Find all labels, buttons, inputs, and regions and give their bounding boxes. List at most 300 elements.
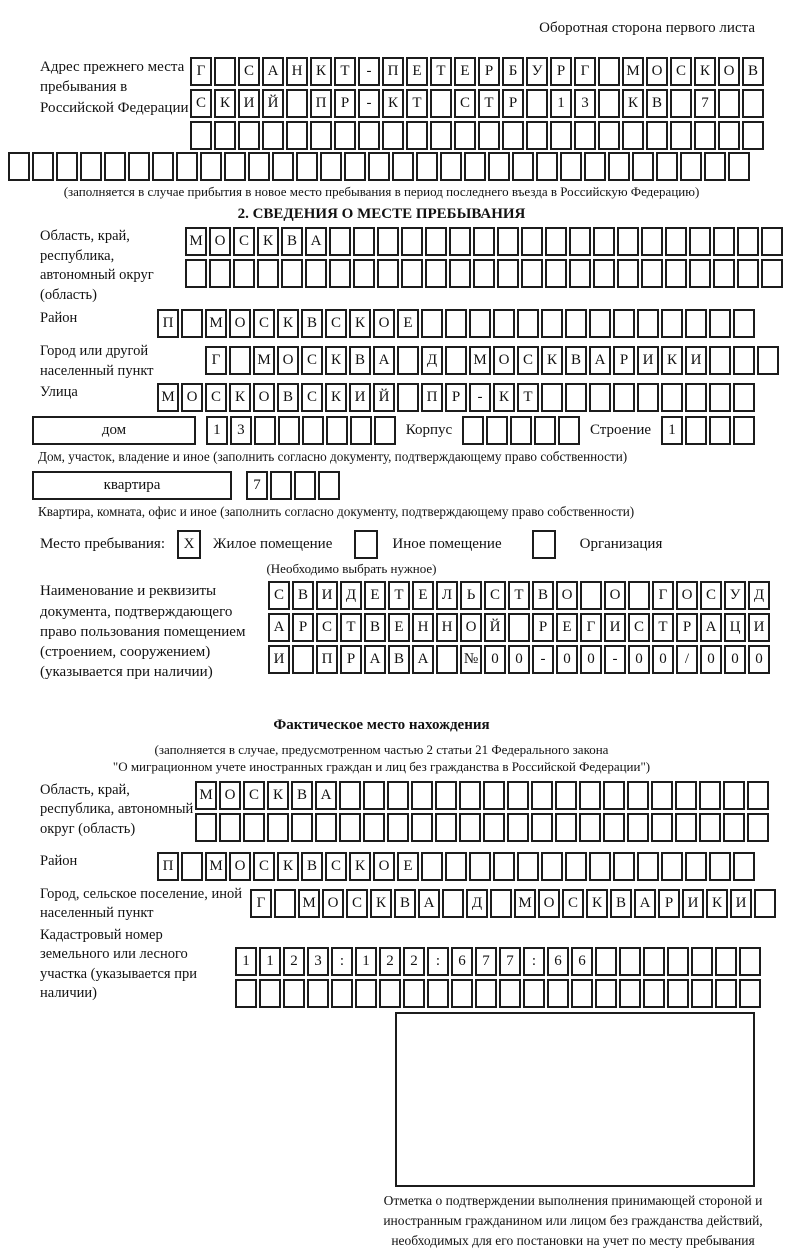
- form-cell[interactable]: 0: [580, 645, 602, 674]
- form-cell[interactable]: 3: [574, 89, 596, 118]
- form-cell[interactable]: :: [523, 947, 545, 976]
- form-cell[interactable]: [449, 259, 471, 288]
- form-cell[interactable]: В: [532, 581, 554, 610]
- form-cell[interactable]: 3: [230, 416, 252, 445]
- form-cell[interactable]: [214, 121, 236, 150]
- form-cell[interactable]: [709, 346, 731, 375]
- form-cell[interactable]: [545, 259, 567, 288]
- form-cell[interactable]: М: [205, 852, 227, 881]
- form-cell[interactable]: [272, 152, 294, 181]
- form-cell[interactable]: Е: [412, 581, 434, 610]
- form-cell[interactable]: 3: [307, 947, 329, 976]
- form-cell[interactable]: [508, 613, 530, 642]
- form-cell[interactable]: :: [427, 947, 449, 976]
- form-cell[interactable]: [219, 813, 241, 842]
- form-cell[interactable]: П: [157, 309, 179, 338]
- form-cell[interactable]: [718, 121, 740, 150]
- form-cell[interactable]: [595, 947, 617, 976]
- form-cell[interactable]: [704, 152, 726, 181]
- form-cell[interactable]: К: [706, 889, 728, 918]
- form-cell[interactable]: /: [676, 645, 698, 674]
- form-cell[interactable]: С: [517, 346, 539, 375]
- form-cell[interactable]: [152, 152, 174, 181]
- form-cell[interactable]: М: [514, 889, 536, 918]
- form-cell[interactable]: 1: [550, 89, 572, 118]
- form-cell[interactable]: [486, 416, 508, 445]
- form-cell[interactable]: [699, 781, 721, 810]
- form-cell[interactable]: Т: [334, 57, 356, 86]
- form-cell[interactable]: Р: [532, 613, 554, 642]
- form-cell[interactable]: Р: [478, 57, 500, 86]
- form-cell[interactable]: [270, 471, 292, 500]
- form-cell[interactable]: Г: [205, 346, 227, 375]
- form-cell[interactable]: [558, 416, 580, 445]
- form-cell[interactable]: [747, 813, 769, 842]
- form-cell[interactable]: [278, 416, 300, 445]
- form-cell[interactable]: [661, 852, 683, 881]
- form-cell[interactable]: О: [219, 781, 241, 810]
- form-cell[interactable]: 6: [571, 947, 593, 976]
- form-cell[interactable]: [214, 57, 236, 86]
- form-cell[interactable]: К: [267, 781, 289, 810]
- form-cell[interactable]: [613, 852, 635, 881]
- form-cell[interactable]: Т: [388, 581, 410, 610]
- form-cell[interactable]: И: [748, 613, 770, 642]
- form-cell[interactable]: О: [373, 309, 395, 338]
- form-cell[interactable]: [541, 852, 563, 881]
- form-cell[interactable]: [761, 227, 783, 256]
- form-cell[interactable]: Р: [334, 89, 356, 118]
- form-cell[interactable]: [584, 152, 606, 181]
- form-cell[interactable]: 0: [748, 645, 770, 674]
- form-cell[interactable]: [656, 152, 678, 181]
- form-cell[interactable]: [733, 416, 755, 445]
- form-cell[interactable]: К: [310, 57, 332, 86]
- form-cell[interactable]: [643, 979, 665, 1008]
- form-cell[interactable]: В: [364, 613, 386, 642]
- form-cell[interactable]: [421, 309, 443, 338]
- form-cell[interactable]: 1: [661, 416, 683, 445]
- form-cell[interactable]: [521, 259, 543, 288]
- form-cell[interactable]: [243, 813, 265, 842]
- form-cell[interactable]: [421, 852, 443, 881]
- form-cell[interactable]: [286, 121, 308, 150]
- form-cell[interactable]: М: [622, 57, 644, 86]
- form-cell[interactable]: [499, 979, 521, 1008]
- form-cell[interactable]: [475, 979, 497, 1008]
- form-cell[interactable]: [190, 121, 212, 150]
- form-cell[interactable]: И: [637, 346, 659, 375]
- form-cell[interactable]: [353, 227, 375, 256]
- form-cell[interactable]: С: [484, 581, 506, 610]
- form-cell[interactable]: [440, 152, 462, 181]
- form-cell[interactable]: С: [243, 781, 265, 810]
- form-cell[interactable]: [723, 781, 745, 810]
- form-cell[interactable]: В: [394, 889, 416, 918]
- form-cell[interactable]: [619, 947, 641, 976]
- form-cell[interactable]: [670, 121, 692, 150]
- form-cell[interactable]: М: [253, 346, 275, 375]
- form-cell[interactable]: [262, 121, 284, 150]
- form-cell[interactable]: [353, 259, 375, 288]
- form-cell[interactable]: 0: [508, 645, 530, 674]
- form-cell[interactable]: Е: [406, 57, 428, 86]
- form-cell[interactable]: [723, 813, 745, 842]
- form-cell[interactable]: [667, 947, 689, 976]
- form-cell[interactable]: Р: [676, 613, 698, 642]
- form-cell[interactable]: К: [257, 227, 279, 256]
- form-cell[interactable]: [445, 309, 467, 338]
- form-cell[interactable]: [521, 227, 543, 256]
- form-cell[interactable]: [392, 152, 414, 181]
- form-cell[interactable]: [523, 979, 545, 1008]
- form-cell[interactable]: [382, 121, 404, 150]
- form-cell[interactable]: В: [610, 889, 632, 918]
- form-cell[interactable]: К: [349, 309, 371, 338]
- form-cell[interactable]: [445, 852, 467, 881]
- form-cell[interactable]: [292, 645, 314, 674]
- form-cell[interactable]: [462, 416, 484, 445]
- form-cell[interactable]: [403, 979, 425, 1008]
- form-cell[interactable]: [517, 852, 539, 881]
- form-cell[interactable]: -: [469, 383, 491, 412]
- form-cell[interactable]: [637, 852, 659, 881]
- form-cell[interactable]: [128, 152, 150, 181]
- form-cell[interactable]: [680, 152, 702, 181]
- form-cell[interactable]: [675, 813, 697, 842]
- form-cell[interactable]: Т: [430, 57, 452, 86]
- form-cell[interactable]: В: [281, 227, 303, 256]
- form-cell[interactable]: О: [493, 346, 515, 375]
- form-cell[interactable]: [200, 152, 222, 181]
- form-cell[interactable]: [536, 152, 558, 181]
- form-cell[interactable]: [641, 259, 663, 288]
- form-cell[interactable]: Й: [484, 613, 506, 642]
- form-cell[interactable]: [224, 152, 246, 181]
- form-cell[interactable]: [603, 781, 625, 810]
- form-cell[interactable]: С: [316, 613, 338, 642]
- form-cell[interactable]: [181, 309, 203, 338]
- form-cell[interactable]: 6: [547, 947, 569, 976]
- form-cell[interactable]: 1: [206, 416, 228, 445]
- form-cell[interactable]: [363, 781, 385, 810]
- form-cell[interactable]: [713, 227, 735, 256]
- form-cell[interactable]: [699, 813, 721, 842]
- form-cell[interactable]: Р: [550, 57, 572, 86]
- form-cell[interactable]: А: [262, 57, 284, 86]
- form-cell[interactable]: [32, 152, 54, 181]
- form-cell[interactable]: [589, 309, 611, 338]
- form-cell[interactable]: [294, 471, 316, 500]
- form-cell[interactable]: Е: [388, 613, 410, 642]
- form-cell[interactable]: [339, 781, 361, 810]
- form-cell[interactable]: К: [586, 889, 608, 918]
- form-cell[interactable]: С: [301, 383, 323, 412]
- form-cell[interactable]: И: [316, 581, 338, 610]
- form-cell[interactable]: К: [493, 383, 515, 412]
- form-cell[interactable]: 0: [652, 645, 674, 674]
- form-cell[interactable]: [344, 152, 366, 181]
- form-cell[interactable]: [651, 781, 673, 810]
- form-cell[interactable]: [747, 781, 769, 810]
- form-cell[interactable]: Ц: [724, 613, 746, 642]
- form-cell[interactable]: [665, 227, 687, 256]
- form-cell[interactable]: [334, 121, 356, 150]
- form-cell[interactable]: К: [277, 852, 299, 881]
- form-cell[interactable]: [411, 781, 433, 810]
- form-cell[interactable]: [550, 121, 572, 150]
- form-cell[interactable]: 2: [379, 947, 401, 976]
- form-cell[interactable]: [331, 979, 353, 1008]
- form-cell[interactable]: -: [532, 645, 554, 674]
- checkbox-other-premises[interactable]: [354, 530, 378, 559]
- form-cell[interactable]: [302, 416, 324, 445]
- form-cell[interactable]: [685, 383, 707, 412]
- form-cell[interactable]: [185, 259, 207, 288]
- form-cell[interactable]: [667, 979, 689, 1008]
- form-cell[interactable]: О: [229, 309, 251, 338]
- form-cell[interactable]: О: [209, 227, 231, 256]
- form-cell[interactable]: С: [562, 889, 584, 918]
- form-cell[interactable]: А: [364, 645, 386, 674]
- form-cell[interactable]: [709, 383, 731, 412]
- form-cell[interactable]: [715, 979, 737, 1008]
- form-cell[interactable]: [469, 309, 491, 338]
- form-cell[interactable]: Т: [508, 581, 530, 610]
- form-cell[interactable]: К: [229, 383, 251, 412]
- form-cell[interactable]: [315, 813, 337, 842]
- form-cell[interactable]: Е: [397, 852, 419, 881]
- form-cell[interactable]: [593, 227, 615, 256]
- form-cell[interactable]: [459, 781, 481, 810]
- checkbox-residential[interactable]: X: [177, 530, 201, 559]
- form-cell[interactable]: [555, 813, 577, 842]
- form-cell[interactable]: [257, 259, 279, 288]
- form-cell[interactable]: Е: [454, 57, 476, 86]
- form-cell[interactable]: [195, 813, 217, 842]
- form-cell[interactable]: [320, 152, 342, 181]
- form-cell[interactable]: П: [421, 383, 443, 412]
- form-cell[interactable]: [490, 889, 512, 918]
- form-cell[interactable]: [643, 947, 665, 976]
- form-cell[interactable]: [754, 889, 776, 918]
- form-cell[interactable]: [488, 152, 510, 181]
- form-cell[interactable]: О: [229, 852, 251, 881]
- form-cell[interactable]: С: [253, 309, 275, 338]
- form-cell[interactable]: [733, 383, 755, 412]
- form-cell[interactable]: [593, 259, 615, 288]
- form-cell[interactable]: П: [157, 852, 179, 881]
- form-cell[interactable]: [493, 309, 515, 338]
- form-cell[interactable]: [694, 121, 716, 150]
- form-cell[interactable]: [598, 57, 620, 86]
- form-cell[interactable]: [547, 979, 569, 1008]
- form-cell[interactable]: [8, 152, 30, 181]
- form-cell[interactable]: 0: [628, 645, 650, 674]
- form-cell[interactable]: [267, 813, 289, 842]
- form-cell[interactable]: [176, 152, 198, 181]
- form-cell[interactable]: [436, 645, 458, 674]
- form-cell[interactable]: О: [676, 581, 698, 610]
- form-cell[interactable]: [283, 979, 305, 1008]
- form-cell[interactable]: [274, 889, 296, 918]
- form-cell[interactable]: [628, 581, 650, 610]
- form-cell[interactable]: [651, 813, 673, 842]
- form-cell[interactable]: [416, 152, 438, 181]
- form-cell[interactable]: А: [373, 346, 395, 375]
- form-cell[interactable]: О: [181, 383, 203, 412]
- form-cell[interactable]: [355, 979, 377, 1008]
- checkbox-organization[interactable]: [532, 530, 556, 559]
- form-cell[interactable]: [387, 813, 409, 842]
- form-cell[interactable]: Т: [652, 613, 674, 642]
- form-cell[interactable]: 7: [246, 471, 268, 500]
- form-cell[interactable]: [451, 979, 473, 1008]
- form-cell[interactable]: [560, 152, 582, 181]
- form-cell[interactable]: [580, 581, 602, 610]
- form-cell[interactable]: Ь: [460, 581, 482, 610]
- form-cell[interactable]: С: [454, 89, 476, 118]
- form-cell[interactable]: И: [682, 889, 704, 918]
- form-cell[interactable]: [307, 979, 329, 1008]
- form-cell[interactable]: [449, 227, 471, 256]
- form-cell[interactable]: [691, 947, 713, 976]
- form-cell[interactable]: [235, 979, 257, 1008]
- form-cell[interactable]: М: [195, 781, 217, 810]
- form-cell[interactable]: С: [238, 57, 260, 86]
- form-cell[interactable]: [565, 383, 587, 412]
- form-cell[interactable]: Т: [517, 383, 539, 412]
- form-cell[interactable]: [661, 309, 683, 338]
- form-cell[interactable]: [565, 309, 587, 338]
- form-cell[interactable]: [670, 89, 692, 118]
- form-cell[interactable]: [675, 781, 697, 810]
- form-cell[interactable]: [531, 813, 553, 842]
- form-cell[interactable]: [248, 152, 270, 181]
- form-cell[interactable]: [296, 152, 318, 181]
- form-cell[interactable]: [425, 259, 447, 288]
- form-cell[interactable]: [497, 227, 519, 256]
- form-cell[interactable]: [510, 416, 532, 445]
- form-cell[interactable]: [435, 781, 457, 810]
- form-cell[interactable]: С: [268, 581, 290, 610]
- form-cell[interactable]: 0: [484, 645, 506, 674]
- form-cell[interactable]: [569, 227, 591, 256]
- form-cell[interactable]: В: [291, 781, 313, 810]
- form-cell[interactable]: С: [628, 613, 650, 642]
- form-cell[interactable]: М: [185, 227, 207, 256]
- form-cell[interactable]: [689, 259, 711, 288]
- form-cell[interactable]: [739, 979, 761, 1008]
- form-cell[interactable]: [641, 227, 663, 256]
- form-cell[interactable]: Б: [502, 57, 524, 86]
- form-cell[interactable]: [254, 416, 276, 445]
- form-cell[interactable]: К: [277, 309, 299, 338]
- form-cell[interactable]: 1: [259, 947, 281, 976]
- form-cell[interactable]: [430, 89, 452, 118]
- form-cell[interactable]: [691, 979, 713, 1008]
- form-cell[interactable]: Н: [436, 613, 458, 642]
- form-cell[interactable]: [709, 309, 731, 338]
- form-cell[interactable]: Р: [445, 383, 467, 412]
- form-cell[interactable]: С: [700, 581, 722, 610]
- form-cell[interactable]: [608, 152, 630, 181]
- form-cell[interactable]: 6: [451, 947, 473, 976]
- form-cell[interactable]: [761, 259, 783, 288]
- form-cell[interactable]: [469, 852, 491, 881]
- form-cell[interactable]: [507, 813, 529, 842]
- form-cell[interactable]: П: [316, 645, 338, 674]
- form-cell[interactable]: [56, 152, 78, 181]
- form-cell[interactable]: М: [298, 889, 320, 918]
- form-cell[interactable]: 0: [700, 645, 722, 674]
- form-cell[interactable]: [430, 121, 452, 150]
- form-cell[interactable]: С: [670, 57, 692, 86]
- form-cell[interactable]: О: [718, 57, 740, 86]
- form-cell[interactable]: Г: [580, 613, 602, 642]
- form-cell[interactable]: П: [310, 89, 332, 118]
- form-cell[interactable]: [718, 89, 740, 118]
- form-cell[interactable]: П: [382, 57, 404, 86]
- form-cell[interactable]: [733, 346, 755, 375]
- form-cell[interactable]: [291, 813, 313, 842]
- form-cell[interactable]: Р: [502, 89, 524, 118]
- form-cell[interactable]: 0: [724, 645, 746, 674]
- form-cell[interactable]: О: [322, 889, 344, 918]
- form-cell[interactable]: №: [460, 645, 482, 674]
- form-cell[interactable]: [613, 309, 635, 338]
- form-cell[interactable]: [329, 259, 351, 288]
- form-cell[interactable]: И: [349, 383, 371, 412]
- form-cell[interactable]: [339, 813, 361, 842]
- form-cell[interactable]: [377, 227, 399, 256]
- form-cell[interactable]: [589, 383, 611, 412]
- form-cell[interactable]: 1: [235, 947, 257, 976]
- form-cell[interactable]: [259, 979, 281, 1008]
- form-cell[interactable]: А: [268, 613, 290, 642]
- form-cell[interactable]: Т: [478, 89, 500, 118]
- form-cell[interactable]: [310, 121, 332, 150]
- form-cell[interactable]: М: [157, 383, 179, 412]
- form-cell[interactable]: В: [301, 309, 323, 338]
- form-cell[interactable]: [526, 89, 548, 118]
- form-cell[interactable]: Г: [652, 581, 674, 610]
- form-cell[interactable]: [661, 383, 683, 412]
- form-cell[interactable]: [742, 89, 764, 118]
- form-cell[interactable]: [737, 227, 759, 256]
- form-cell[interactable]: М: [469, 346, 491, 375]
- form-cell[interactable]: Р: [658, 889, 680, 918]
- form-cell[interactable]: [646, 121, 668, 150]
- form-cell[interactable]: К: [622, 89, 644, 118]
- form-cell[interactable]: Е: [364, 581, 386, 610]
- form-cell[interactable]: [742, 121, 764, 150]
- form-cell[interactable]: [613, 383, 635, 412]
- form-cell[interactable]: [622, 121, 644, 150]
- form-cell[interactable]: К: [694, 57, 716, 86]
- form-cell[interactable]: Е: [556, 613, 578, 642]
- form-cell[interactable]: [318, 471, 340, 500]
- form-cell[interactable]: Н: [286, 57, 308, 86]
- form-cell[interactable]: В: [742, 57, 764, 86]
- form-cell[interactable]: [445, 346, 467, 375]
- form-cell[interactable]: К: [661, 346, 683, 375]
- form-cell[interactable]: Д: [421, 346, 443, 375]
- form-cell[interactable]: [435, 813, 457, 842]
- form-cell[interactable]: [229, 346, 251, 375]
- form-cell[interactable]: [685, 416, 707, 445]
- form-cell[interactable]: В: [388, 645, 410, 674]
